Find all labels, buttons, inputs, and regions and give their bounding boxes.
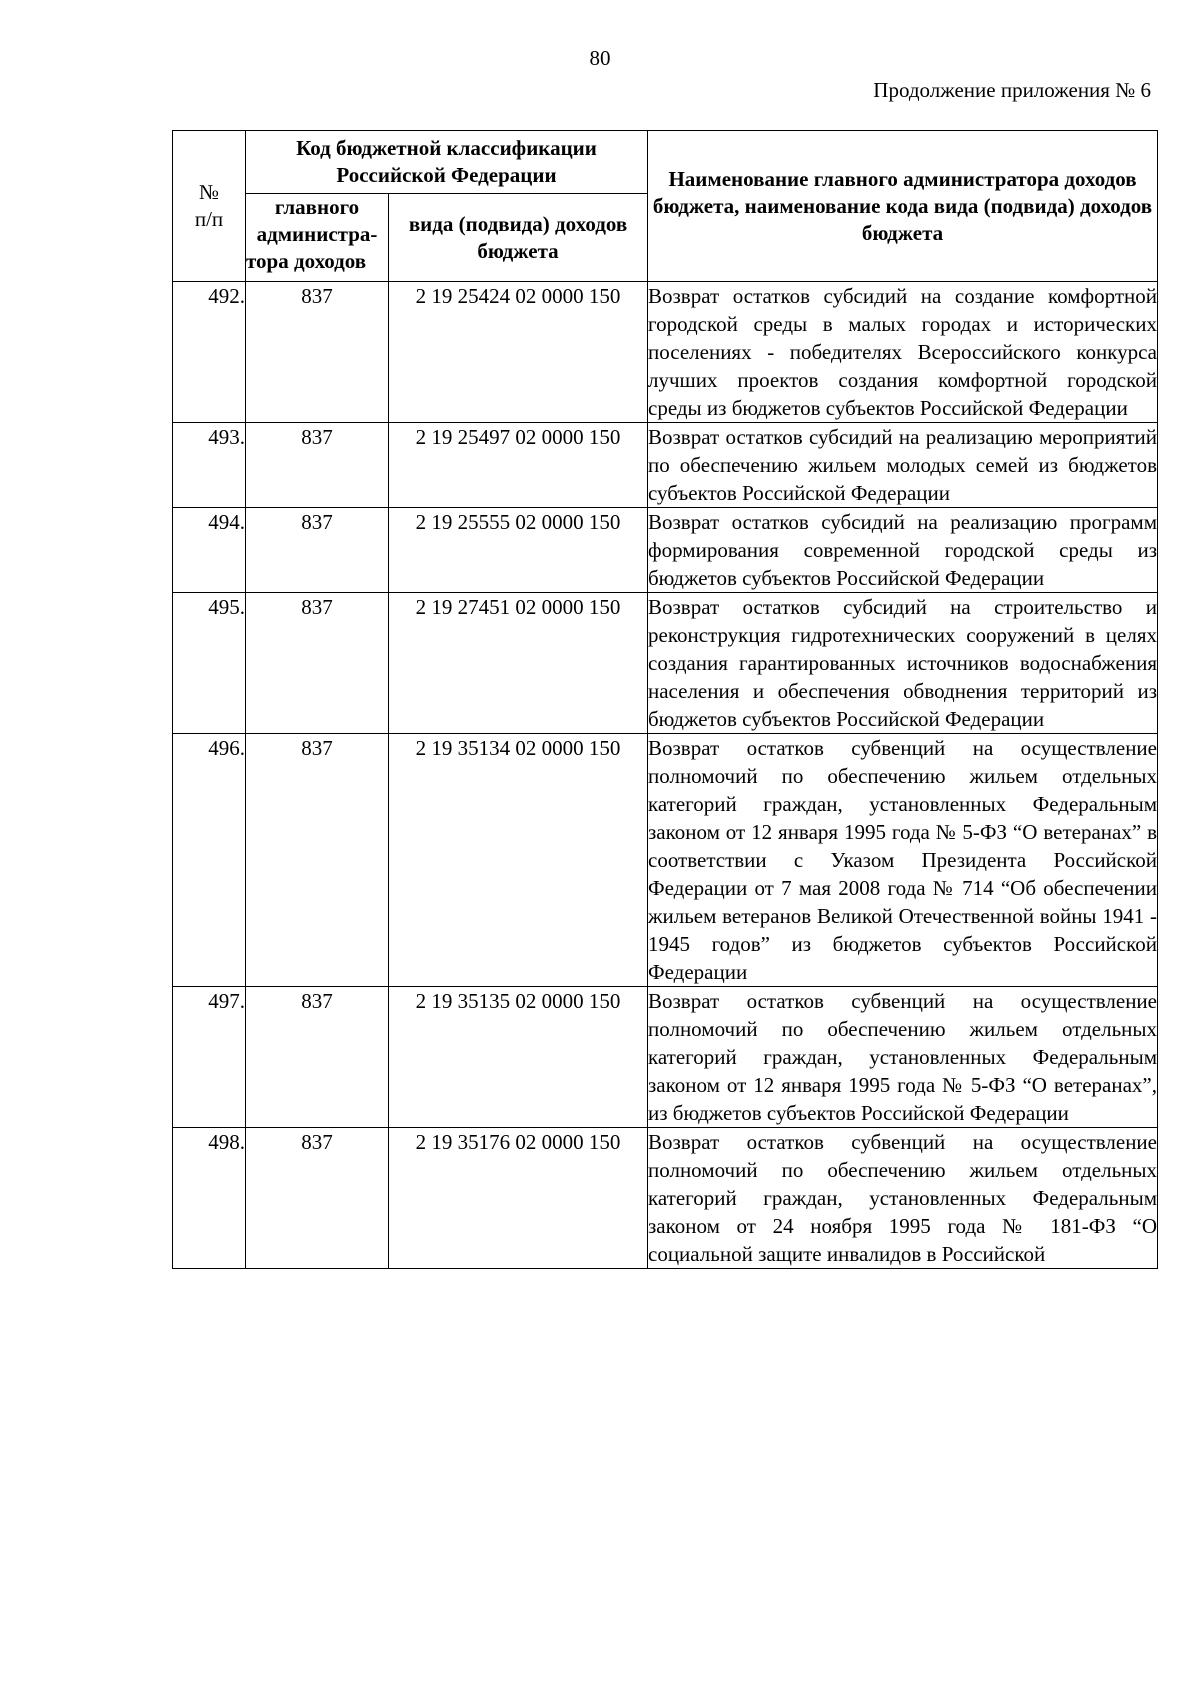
appendix-continuation-label: Продолжение приложения № 6 <box>873 78 1151 102</box>
table-row <box>173 508 1158 593</box>
income-type-code: 2 19 35135 02 0000 150 <box>389 987 648 1128</box>
income-type-code: 2 19 35176 02 0000 150 <box>389 1128 648 1269</box>
income-type-code: 2 19 25497 02 0000 150 <box>389 423 648 508</box>
income-name: Возврат остатков субсидий на реализацию программ формирования современной городской среды из бюджетов субъектов Российской Федерации <box>648 508 1158 593</box>
row-number: 497. <box>173 987 246 1128</box>
header-main-administrator-line1: главного <box>274 195 360 219</box>
row-number: 492. <box>173 282 246 423</box>
administrator-code: 837 <box>246 593 389 734</box>
income-name: Возврат остатков субвенций на осуществление полномочий по обеспечению жильем отдельных категорий граждан, установленных Федеральным законом от 12 января 1995 года № 5-ФЗ “О ветеранах”, из бюджетов субъектов Российской Федерации <box>648 987 1158 1128</box>
income-name: Возврат остатков субсидий на строительство и реконструкция гидротехнических сооружений в целях создания гарантированных источников водоснабжения населения и обеспечения обводнения территорий из бюджетов субъектов Российской Федерации <box>648 593 1158 734</box>
header-main-administrator-line2: администра- <box>256 222 378 246</box>
row-number: 498. <box>173 1128 246 1269</box>
income-type-code: 2 19 35134 02 0000 150 <box>389 734 648 987</box>
table-row <box>173 1128 1158 1269</box>
header-budget-classification-code: Код бюджетной классификации Российской Федерации <box>246 131 648 194</box>
administrator-code: 837 <box>246 987 389 1128</box>
income-name: Возврат остатков субсидий на реализацию мероприятий по обеспечению жильем молодых семей из бюджетов субъектов Российской Федерации <box>648 423 1158 508</box>
administrator-code: 837 <box>246 423 389 508</box>
income-name: Возврат остатков субсидий на создание комфортной городской среды в малых городах и исторических поселениях - победителях Всероссийского конкурса лучших проектов создания комфортной городской среды из бюджетов субъектов Российской Федерации <box>648 282 1158 423</box>
header-income-type: вида (подвида) доходов бюджета <box>389 194 648 282</box>
row-number: 496. <box>173 734 246 987</box>
income-type-code: 2 19 25555 02 0000 150 <box>389 508 648 593</box>
income-name: Возврат остатков субвенций на осуществление полномочий по обеспечению жильем отдельных категорий граждан, установленных Федеральным законом от 24 ноября 1995 года № 181-ФЗ “О социальной защите инвалидов в Российской <box>648 1128 1158 1269</box>
table-row <box>173 593 1158 734</box>
income-type-code: 2 19 25424 02 0000 150 <box>389 282 648 423</box>
table-row <box>173 987 1158 1128</box>
header-row-number-line2: п/п <box>194 207 224 231</box>
row-number: 495. <box>173 593 246 734</box>
row-number: 494. <box>173 508 246 593</box>
header-row-number <box>173 131 246 282</box>
header-row-number-line1: № <box>198 180 220 204</box>
row-number: 493. <box>173 423 246 508</box>
administrator-code: 837 <box>246 734 389 987</box>
table-row <box>173 734 1158 987</box>
page-number: 80 <box>589 46 611 70</box>
income-name: Возврат остатков субвенций на осуществление полномочий по обеспечению жильем отдельных категорий граждан, установленных Федеральным законом от 12 января 1995 года № 5-ФЗ “О ветеранах” в соответствии с Указом Президента Российской Федерации от 7 мая 2008 года № 714 “Об обеспечении жильем ветеранов Великой Отечественной войны 1941 - 1945 годов” из бюджетов субъектов Российской Федерации <box>648 734 1158 987</box>
table-row <box>173 423 1158 508</box>
income-type-code: 2 19 27451 02 0000 150 <box>389 593 648 734</box>
budget-classification-table <box>172 130 1158 1269</box>
administrator-code: 837 <box>246 1128 389 1269</box>
header-main-administrator-line3: тора доходов <box>246 249 367 273</box>
table-row <box>173 282 1158 423</box>
header-main-administrator <box>246 194 389 282</box>
administrator-code: 837 <box>246 508 389 593</box>
administrator-code: 837 <box>246 282 389 423</box>
header-administrator-name: Наименование главного администратора доходов бюджета, наименование кода вида (подвида) доходов бюджета <box>648 131 1158 282</box>
